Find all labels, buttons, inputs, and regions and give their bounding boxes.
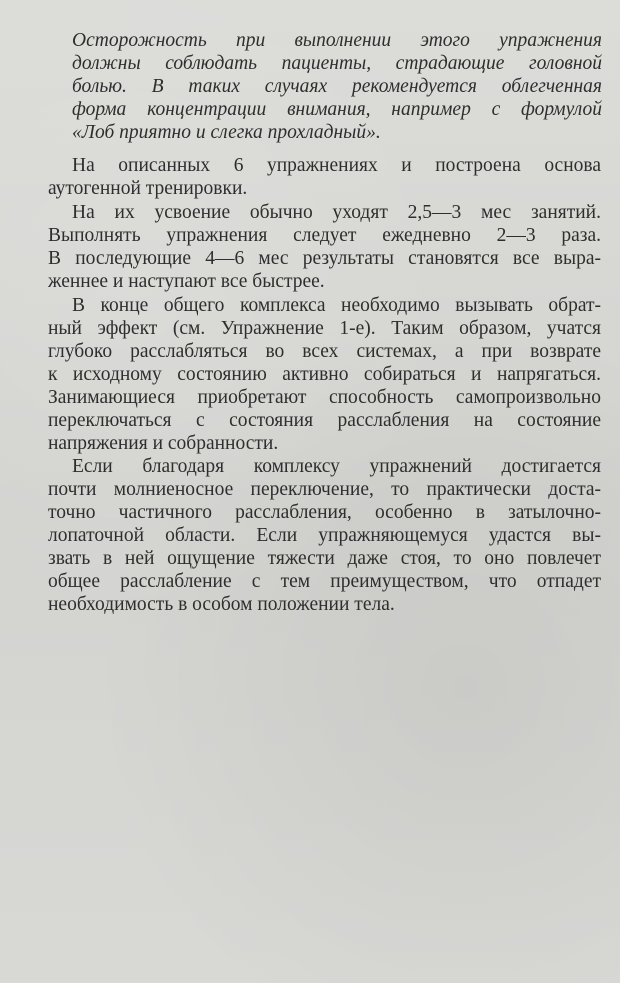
paragraph-2-line: На их усвоение обычно уходят 2,5—3 мес занятий. [72, 202, 601, 223]
paragraph-3-line: В конце общего комплекса необходимо вызывать обрат- [72, 295, 601, 316]
paragraph-4-line: почти молниеносное переключение, то практически доста- [48, 479, 601, 500]
paragraph-3-line: переключаться с состояния расслабления на состояние [48, 410, 601, 431]
paragraph-3-line: к исходному состоянию активно собираться и напрягаться. [48, 364, 601, 385]
paragraph-4-line: Если благодаря комплексу упражнений достигается [72, 456, 601, 477]
paragraph-4-line: общее расслабление с тем преимуществом, что отпадет [48, 571, 601, 592]
note-line: «Лоб приятно и слегка прохладный». [72, 122, 381, 143]
paragraph-2-line: женнее и наступают все быстрее. [48, 271, 325, 292]
paragraph-3-line: ный эффект (см. Упражнение 1-е). Таким образом, учатся [48, 318, 601, 339]
paragraph-4-line: точно частичного расслабления, особенно в затылочно- [48, 502, 601, 523]
paragraph-1-line: На описанных 6 упражнениях и построена основа [72, 155, 601, 176]
note-line: болью. В таких случаях рекомендуется облегченная [72, 76, 602, 97]
paragraph-4-line: лопаточной области. Если упражняющемуся удастся вы- [48, 525, 601, 546]
paragraph-3-line: Занимающиеся приобретают способность самопроизвольно [48, 387, 601, 408]
paragraph-3-line: глубоко расслабляться во всех системах, а при возврате [48, 341, 601, 362]
paragraph-4-line: звать в ней ощущение тяжести даже стоя, то оно повлечет [48, 548, 601, 569]
note-line: форма концентрации внимания, например с формулой [72, 99, 602, 120]
paragraph-2-line: Выполнять упражнения следует ежедневно 2—3 раза. [48, 225, 601, 246]
note-line: Осторожность при выполнении этого упражнения [72, 30, 602, 51]
paragraph-1-line: аутогенной тренировки. [48, 178, 248, 199]
paragraph-2-line: В последующие 4—6 мес результаты становятся все выра- [48, 248, 601, 269]
paragraph-4-line: необходимость в особом положении тела. [48, 594, 395, 615]
paragraph-3-line: напряжения и собранности. [48, 433, 279, 454]
note-line: должны соблюдать пациенты, страдающие головной [72, 53, 602, 74]
